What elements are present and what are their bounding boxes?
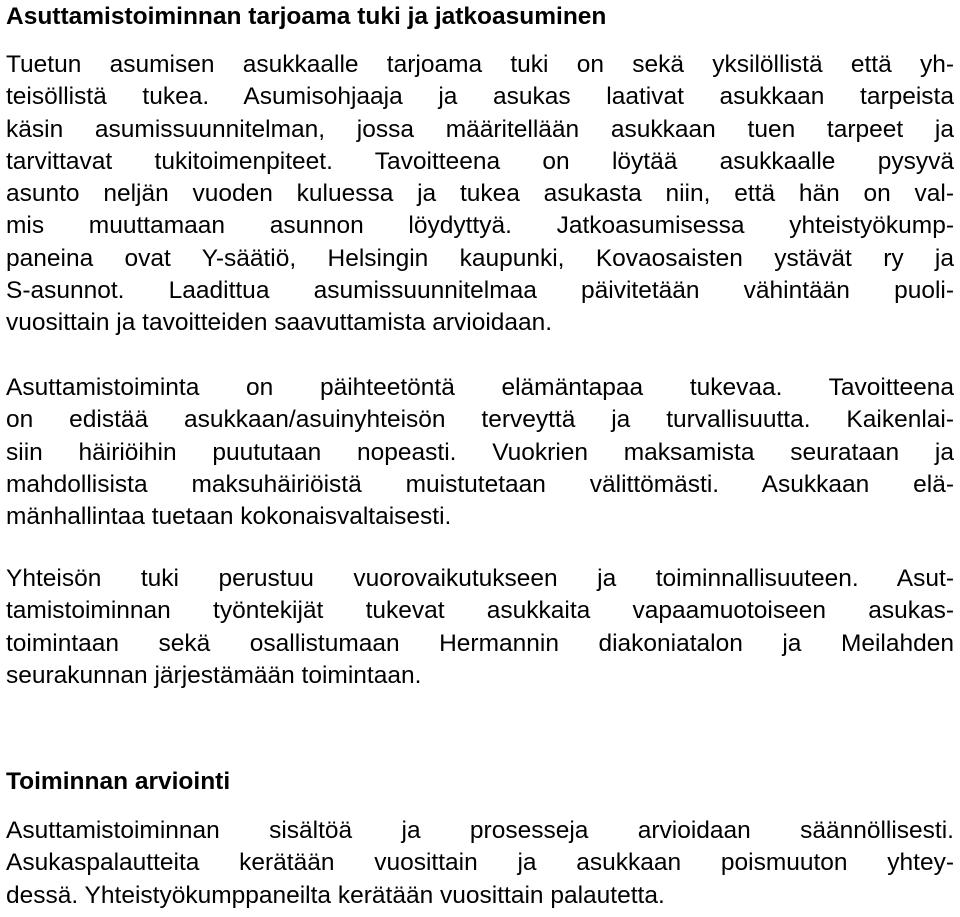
text-line: Asuttamistoiminta on päihteetöntä elämäntapaa tukevaa. Tavoitteena xyxy=(6,374,954,401)
paragraph-paihteettomyys xyxy=(6,372,954,533)
text-line: mis muuttamaan asunnon löydyttyä. Jatkoasumisessa yhteistyökump- xyxy=(6,212,954,240)
text-line: Tuetun asumisen asukkaalle tarjoama tuki on sekä yksilöllistä että yh- xyxy=(6,51,954,78)
text-line: on edistää asukkaan/asuinyhteisön terveyttä ja turvallisuutta. Kaikenlai- xyxy=(6,406,954,434)
section-heading-toiminnan-arviointi: Toiminnan arviointi xyxy=(6,768,231,795)
section-heading-asuttamistoiminnan-tuki: Asuttamistoiminnan tarjoama tuki ja jatkoasuminen xyxy=(6,3,607,30)
text-line: S-asunnot. Laadittua asumissuunnitelmaa päivitetään vähintään puoli- xyxy=(6,277,954,305)
text-line: siin häiriöihin puututaan nopeasti. Vuokrien maksamista seurataan ja xyxy=(6,438,954,466)
text-line: Asukaspalautteita kerätään vuosittain ja asukkaan poismuuton yhtey- xyxy=(6,849,954,877)
text-line: mänhallintaa tuetaan kokonaisvaltaisesti. xyxy=(6,503,452,531)
text-line: käsin asumissuunnitelman, jossa määritellään asukkaan tuen tarpeet ja xyxy=(6,115,954,143)
paragraph-yhteison-tuki xyxy=(6,563,954,692)
paragraph-arviointi xyxy=(6,815,954,912)
text-line: vuosittain ja tavoitteiden saavuttamista arvioidaan. xyxy=(6,309,553,337)
text-line: paneina ovat Y-säätiö, Helsingin kaupunki, Kovaosaisten ystävät ry ja xyxy=(6,244,954,272)
text-line: tamistoiminnan työntekijät tukevat asukkaita vapaamuotoiseen asukas- xyxy=(6,597,954,625)
text-line: toimintaan sekä osallistumaan Hermannin diakoniatalon ja Meilahden xyxy=(6,629,954,657)
text-line: dessä. Yhteistyökumppaneilta kerätään vuosittain palautetta. xyxy=(6,881,665,909)
text-line: teisöllistä tukea. Asumisohjaaja ja asukas laativat asukkaan tarpeista xyxy=(6,83,954,111)
text-line: seurakunnan järjestämään toimintaan. xyxy=(6,661,422,689)
text-line: tarvittavat tukitoimenpiteet. Tavoitteena on löytää asukkaalle pysyvä xyxy=(6,147,954,175)
paragraph-tuettu-asuminen xyxy=(6,49,954,340)
text-line: mahdollisista maksuhäiriöistä muistutetaan välittömästi. Asukkaan elä- xyxy=(6,470,954,498)
text-line: Yhteisön tuki perustuu vuorovaikutukseen ja toiminnallisuuteen. Asut- xyxy=(6,565,954,592)
text-line: Asuttamistoiminnan sisältöä ja prosesseja arvioidaan säännöllisesti. xyxy=(6,817,954,844)
text-line: asunto neljän vuoden kuluessa ja tukea asukasta niin, että hän on val- xyxy=(6,180,954,208)
